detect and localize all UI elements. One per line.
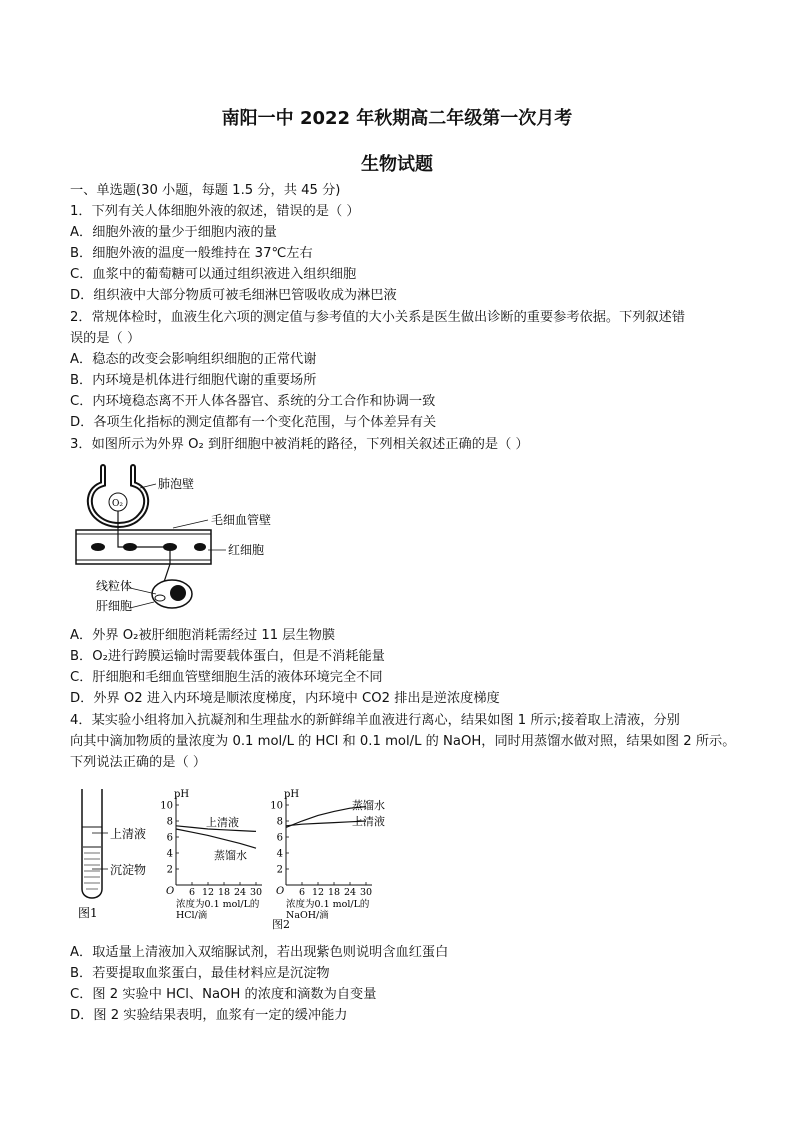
origin-label: O [276,886,285,897]
x-tick-label: 30 [249,887,263,898]
rbc-label: 红细胞 [228,543,265,557]
y-axis-label: pH [174,789,190,800]
x-tick-label: 6 [188,887,196,898]
q1-option-d: D．组织液中大部分物质可被毛细淋巴管吸收成为淋巴液 [70,288,397,303]
y-tick-label: 4 [276,848,283,860]
y-tick-label: 10 [270,800,283,812]
q1-option-a: A．细胞外液的量少于细胞内液的量 [70,225,277,240]
q4-stem-line3: 下列说法正确的是（ ） [70,755,207,770]
hcl-ph-chart [158,785,278,950]
q2-option-d: D．各项生化指标的测定值都有一个变化范围，与个体差异有关 [70,415,437,430]
y-tick-label: 8 [276,816,283,828]
x-tick-label: 12 [201,887,215,898]
exam-title: 南阳一中 2022 年秋期高二年级第一次月考 [221,108,573,129]
series-line [176,829,256,848]
q4-stem-line2: 向其中滴加物质的量浓度为 0.1 mol/L 的 HCl 和 0.1 mol/L 的 NaOH，同时用蒸馏水做对照，结果如图 2 所示。 [70,734,736,749]
y-tick-label: 8 [166,816,173,828]
y-tick-label: 2 [166,864,173,876]
series-label: 蒸馏水 [214,849,247,862]
q3-option-c: C．肝细胞和毛细血管壁细胞生活的液体环境完全不同 [70,670,383,685]
q2-option-a: A．稳态的改变会影响组织细胞的正常代谢 [70,352,317,367]
q2-option-c: C．内环境稳态离不开人体各器官、系统的分工合作和协调一致 [70,394,436,409]
q1-option-b: B．细胞外液的温度一般维持在 37℃左右 [70,246,313,261]
y-tick-label: 2 [276,864,283,876]
series-label: 上清液 [352,815,385,828]
q3-stem: 3．如图所示为外界 O₂ 到肝细胞中被消耗的路径，下列相关叙述正确的是（ ） [70,437,529,452]
q3-option-d: D．外界 O2 进入内环境是顺浓度梯度，内环境中 CO2 排出是逆浓度梯度 [70,691,500,706]
q2-stem-line1: 2．常规体检时，血液生化六项的测定值与参考值的大小关系是医生做出诊断的重要参考依据。下列叙述错 [70,310,686,325]
o2-label: O₂ [112,499,123,509]
y-tick-label: 10 [160,800,173,812]
x-axis-label: HCl/滴 [176,910,208,921]
section-heading: 一、单选题(30 小题，每题 1.5 分，共 45 分) [70,183,341,198]
q4-stem-line1: 4．某实验小组将加入抗凝剂和生理盐水的新鲜绵羊血液进行离心，结果如图 1 所示;接着取上清液，分别 [70,713,680,728]
liver-label: 肝细胞 [96,599,133,613]
q4-option-d: D．图 2 实验结果表明，血浆有一定的缓冲能力 [70,1008,348,1023]
x-tick-label: 12 [311,887,325,898]
y-tick-label: 4 [166,848,173,860]
fig2-caption: 图2 [272,918,290,931]
y-tick-label: 6 [276,832,283,844]
x-tick-label: 24 [343,887,357,898]
q2-stem-line2: 误的是（ ） [70,331,141,346]
capillary-label: 毛细血管壁 [211,513,272,527]
mito-label: 线粒体 [96,579,133,593]
x-axis-label: NaOH/滴 [286,910,329,921]
naoh-ph-chart [268,785,428,950]
alveolus-label: 肺泡壁 [158,477,195,491]
x-tick-label: 6 [298,887,306,898]
q2-option-b: B．内环境是机体进行细胞代谢的重要场所 [70,373,317,388]
x-axis-label: 浓度为0.1 mol/L的 [286,899,370,910]
x-tick-label: 18 [217,887,231,898]
q4-option-a: A．取适量上清液加入双缩脲试剂，若出现紫色则说明含血红蛋白 [70,945,449,960]
y-tick-label: 6 [166,832,173,844]
series-label: 上清液 [206,816,239,829]
x-tick-label: 24 [233,887,247,898]
fig1-caption: 图1 [78,906,98,920]
test-tube-figure [74,785,164,925]
x-tick-label: 30 [359,887,373,898]
supernatant-label: 上清液 [110,827,147,841]
x-tick-label: 18 [327,887,341,898]
q3-option-b: B．O₂进行跨膜运输时需要载体蛋白，但是不消耗能量 [70,649,385,664]
subject-title: 生物试题 [361,154,433,175]
q4-option-c: C．图 2 实验中 HCl、NaOH 的浓度和滴数为自变量 [70,987,377,1002]
y-axis-label: pH [284,789,300,800]
sediment-label: 沉淀物 [110,863,147,877]
origin-label: O [166,886,175,897]
oxygen-path-diagram [68,462,288,620]
series-label: 蒸馏水 [352,799,385,812]
q4-option-b: B．若要提取血浆蛋白，最佳材料应是沉淀物 [70,966,330,981]
q1-stem: 1．下列有关人体细胞外液的叙述，错误的是（ ） [70,204,360,219]
q3-option-a: A．外界 O₂被肝细胞消耗需经过 11 层生物膜 [70,628,336,643]
q1-option-c: C．血浆中的葡萄糖可以通过组织液进入组织细胞 [70,267,357,282]
x-axis-label: 浓度为0.1 mol/L的 [176,899,260,910]
